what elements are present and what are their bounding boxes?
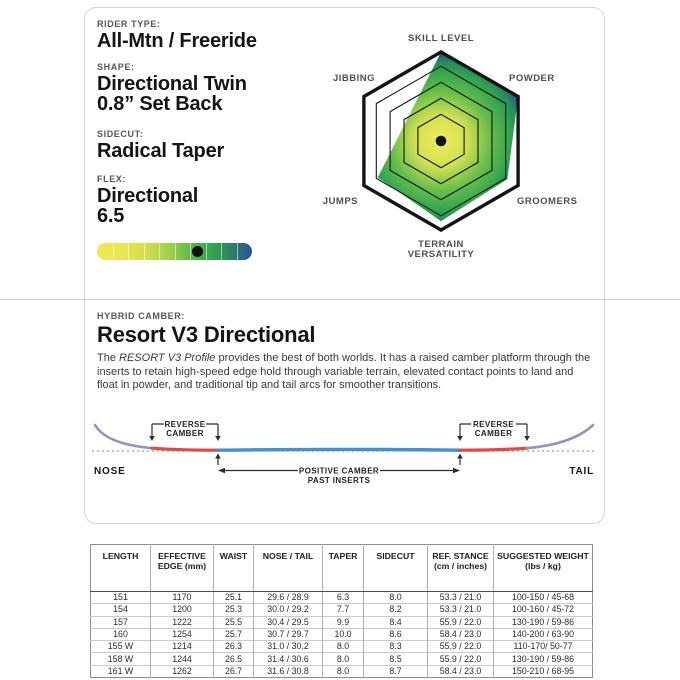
shape-label: SHAPE:	[97, 62, 135, 72]
flex-value-line2: 6.5	[97, 205, 125, 227]
flex-value-line1: Directional	[97, 185, 199, 207]
flex-bar-separator	[206, 243, 207, 260]
shape-value-line1: Directional Twin	[97, 73, 247, 95]
table-cell: 140-200 / 63-90	[494, 628, 593, 640]
camber-profile-diagram	[84, 403, 604, 498]
flex-bar-separator	[190, 243, 191, 260]
table-header-cell	[151, 545, 214, 592]
table-cell: 31.0 / 30.2	[254, 641, 323, 653]
sidecut-value: Radical Taper	[97, 140, 225, 162]
table-cell: 8.4	[364, 616, 428, 628]
table-header-line2: (cm / inches)	[433, 561, 488, 571]
table-cell: 31.4 / 30.6	[254, 653, 323, 665]
table-header-line1: SIDECUT	[376, 551, 415, 561]
table-row	[91, 665, 593, 677]
radar-axis-jibbing: JIBBING	[332, 73, 375, 84]
positive-camber-span-arrow	[215, 454, 463, 486]
table-cell: 53.3 / 21.0	[428, 604, 494, 616]
table-cell: 8.0	[364, 592, 428, 604]
camber-description	[97, 352, 593, 393]
table-cell: 9.9	[323, 616, 364, 628]
radar-axis-skill-level: SKILL LEVEL	[407, 33, 475, 44]
table-cell: 1262	[151, 665, 214, 677]
table-cell: 6.3	[323, 592, 364, 604]
table-cell: 29.6 / 28.9	[254, 592, 323, 604]
table-cell: 30.7 / 29.7	[254, 628, 323, 640]
shape-value	[97, 74, 247, 114]
tail-label: TAIL	[569, 466, 594, 477]
table-header-line2: (lbs / kg)	[525, 561, 561, 571]
table-cell: 1222	[151, 616, 214, 628]
table-cell: 1170	[151, 592, 214, 604]
flex-bar-separator	[175, 243, 176, 260]
table-header-cell	[91, 545, 151, 592]
radar-center-dot-icon	[436, 136, 447, 147]
shape-value-line2: 0.8” Set Back	[97, 93, 223, 115]
table-cell: 8.5	[364, 653, 428, 665]
table-cell: 110-170/ 50-77	[494, 641, 593, 653]
table-cell: 1200	[151, 604, 214, 616]
hybrid-camber-label: HYBRID CAMBER:	[97, 311, 185, 321]
table-cell: 8.0	[323, 665, 364, 677]
table-cell: 161 W	[91, 665, 151, 677]
table-cell: 31.6 / 30.8	[254, 665, 323, 677]
size-spec-table	[90, 544, 593, 678]
table-cell: 53.3 / 21.0	[428, 592, 494, 604]
table-cell: 26.5	[214, 653, 254, 665]
nose-label: NOSE	[94, 466, 126, 477]
camber-description-italic: RESORT V3 Profile	[119, 352, 216, 364]
table-header-line1: LENGTH	[102, 551, 139, 561]
table-cell: 8.6	[364, 628, 428, 640]
table-header-line1: SUGGESTED WEIGHT	[497, 551, 589, 561]
table-row	[91, 592, 593, 604]
table-cell: 8.2	[364, 604, 428, 616]
flex-rating-bar	[97, 243, 252, 260]
table-row	[91, 641, 593, 653]
table-cell: 7.7	[323, 604, 364, 616]
rider-type-label: RIDER TYPE:	[97, 19, 161, 29]
flex-label: FLEX:	[97, 174, 126, 184]
table-header-line1: WAIST	[219, 551, 248, 561]
table-cell: 1214	[151, 641, 214, 653]
table-cell: 158 W	[91, 653, 151, 665]
table-header-cell	[323, 545, 364, 592]
flex-bar-separator	[113, 243, 114, 260]
table-cell: 25.5	[214, 616, 254, 628]
table-cell: 30.0 / 29.2	[254, 604, 323, 616]
table-cell: 157	[91, 616, 151, 628]
table-header-cell	[254, 545, 323, 592]
table-cell: 130-190 / 59-86	[494, 653, 593, 665]
flex-value	[97, 186, 198, 226]
camber-description-rest: provides the best of both worlds. It has a raised camber platform through the inserts to retain high-speed edge hold through variable terrain, elevated contact points to land and float in powder, and traditional tip and tail arcs for smoother transitions.	[97, 352, 591, 391]
reverse-camber-left-segment	[152, 448, 218, 450]
reverse-camber-right-label-line2: CAMBER	[474, 429, 513, 438]
table-cell: 55.9 / 22.0	[428, 653, 494, 665]
flex-bar-separator	[128, 243, 129, 260]
table-cell: 8.3	[364, 641, 428, 653]
table-header-line2: EDGE (mm)	[157, 561, 207, 571]
table-row	[91, 628, 593, 640]
table-cell: 25.7	[214, 628, 254, 640]
reverse-camber-right-bracket	[457, 420, 530, 441]
table-header-cell	[494, 545, 593, 592]
table-cell: 26.3	[214, 641, 254, 653]
table-cell: 8.7	[364, 665, 428, 677]
table-header-cell	[428, 545, 494, 592]
table-cell: 58.4 / 23.0	[428, 628, 494, 640]
table-row	[91, 653, 593, 665]
table-header-cell	[364, 545, 428, 592]
table-cell: 10.0	[323, 628, 364, 640]
table-cell: 26.7	[214, 665, 254, 677]
flex-bar-separator	[221, 243, 222, 260]
positive-camber-label-line1: POSITIVE CAMBER	[298, 466, 380, 476]
table-cell: 25.3	[214, 604, 254, 616]
table-cell: 130-190 / 59-86	[494, 616, 593, 628]
rider-type-value: All-Mtn / Freeride	[97, 30, 257, 52]
table-cell: 155 W	[91, 641, 151, 653]
table-cell: 151	[91, 592, 151, 604]
table-cell: 55.9 / 22.0	[428, 616, 494, 628]
flex-bar-separator	[237, 243, 238, 260]
table-cell: 55.9 / 22.0	[428, 641, 494, 653]
table-cell: 150-210 / 68-95	[494, 665, 593, 677]
radar-axis-powder: POWDER	[509, 73, 555, 84]
table-cell: 1254	[151, 628, 214, 640]
table-cell: 100-160 / 45-72	[494, 604, 593, 616]
reverse-camber-right-label-line1: REVERSE	[472, 420, 515, 429]
tail-rocker-curve	[527, 425, 593, 448]
nose-rocker-curve	[95, 425, 152, 448]
table-header-row	[91, 545, 593, 592]
table-header-line1: EFFECTIVE	[158, 551, 206, 561]
radar-axis-groomers: GROOMERS	[517, 196, 578, 207]
camber-description-pre: The	[97, 352, 120, 364]
reverse-camber-left-label-line2: CAMBER	[166, 429, 204, 438]
table-cell: 25.1	[214, 592, 254, 604]
table-row	[91, 616, 593, 628]
table-cell: 30.4 / 29.5	[254, 616, 323, 628]
radar-axis-jumps: JUMPS	[322, 196, 358, 207]
table-cell: 160	[91, 628, 151, 640]
table-row	[91, 604, 593, 616]
reverse-camber-right-segment	[460, 448, 527, 450]
table-header-cell	[214, 545, 254, 592]
table-cell: 100-150 / 45-68	[511, 592, 575, 603]
radar-chart	[340, 40, 542, 242]
section-divider	[0, 299, 680, 300]
reverse-camber-left-bracket	[149, 420, 221, 441]
table-header-line1: REF. STANCE	[432, 551, 489, 561]
table-cell: 8.0	[323, 653, 364, 665]
reverse-camber-left-label-line1: REVERSE	[164, 420, 206, 429]
radar-axis-terrain-versatility: TERRAIN VERSATILITY	[407, 239, 475, 260]
table-cell: 8.0	[323, 641, 364, 653]
flex-bar-separator	[144, 243, 145, 260]
table-cell: 1244	[151, 653, 214, 665]
table-header-line1: TAPER	[328, 551, 358, 561]
table-cell: 58.4 / 23.0	[428, 665, 494, 677]
positive-camber-label-line2: PAST INSERTS	[307, 476, 371, 485]
camber-title: Resort V3 Directional	[97, 322, 316, 347]
table-header-line1: NOSE / TAIL	[262, 551, 314, 561]
table-cell: 154	[91, 604, 151, 616]
flex-bar-separator	[159, 243, 160, 260]
sidecut-label: SIDECUT:	[97, 129, 144, 139]
positive-camber-segment	[218, 449, 460, 450]
